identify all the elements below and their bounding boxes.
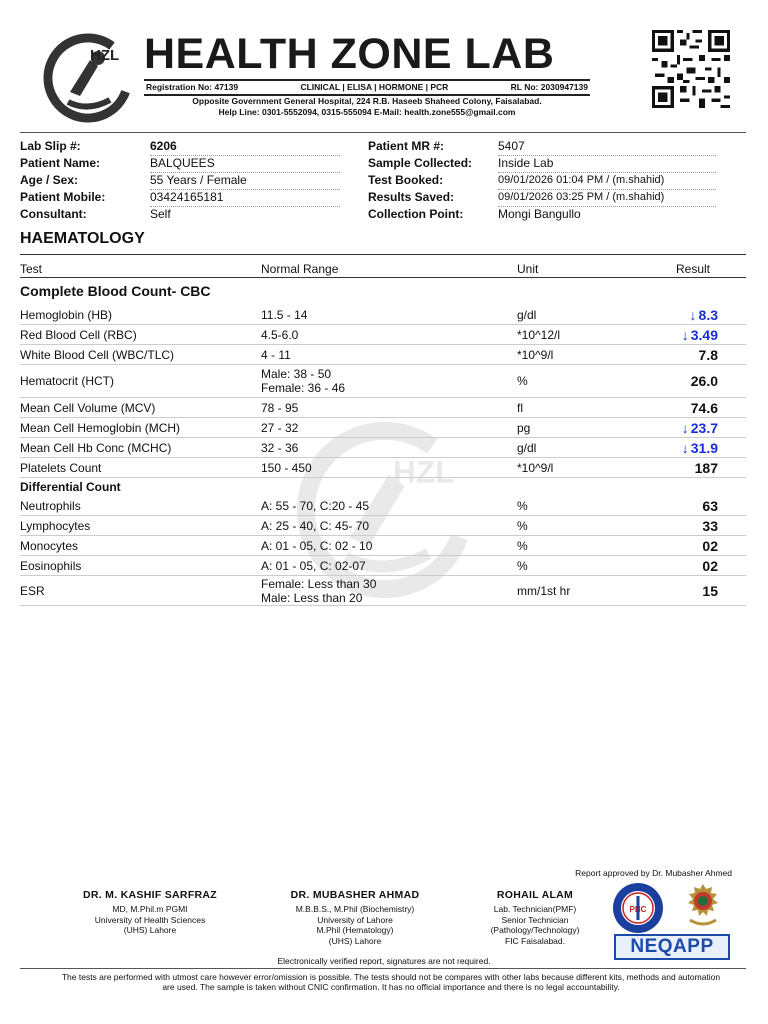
info-row	[20, 155, 340, 172]
seal-text: PHC	[629, 905, 647, 914]
range-line: 78 - 95	[261, 400, 299, 415]
table-row	[20, 438, 746, 458]
field-label: Test Booked:	[368, 173, 444, 187]
registration-bar	[144, 79, 590, 96]
emblem-icon	[678, 880, 728, 932]
result-value	[638, 374, 718, 388]
range-line: A: 01 - 05, C: 02-07	[261, 558, 366, 573]
info-row	[368, 138, 718, 155]
result-value	[638, 401, 718, 415]
contact-line: Help Line: 0301-5552094, 0315-555094 E-Mail: health.zone555@gmail.com	[218, 106, 516, 117]
normal-range	[261, 577, 376, 605]
patient-mobile-value: 03424165181	[150, 189, 340, 207]
test-name: Differential Count	[20, 480, 121, 494]
signatory-line: M.Phil (Hematology)	[316, 925, 394, 936]
unit: %	[517, 374, 528, 388]
section-title: HAEMATOLOGY	[20, 230, 145, 247]
range-line: 4.5-6.0	[261, 327, 299, 342]
field-label: Lab Slip #:	[20, 139, 81, 153]
test-name: Mean Cell Volume (MCV)	[20, 400, 156, 415]
test-name: Mean Cell Hemoglobin (MCH)	[20, 420, 181, 435]
field-label: Sample Collected:	[368, 156, 473, 170]
result-value	[638, 421, 718, 435]
test-group-title: Complete Blood Count- CBC	[20, 283, 211, 299]
footer-divider	[20, 968, 746, 969]
result-value	[638, 328, 718, 342]
test-name: Red Blood Cell (RBC)	[20, 327, 137, 342]
range-line: Female: 36 - 46	[261, 381, 346, 395]
range-line: 150 - 450	[261, 460, 312, 475]
result-value	[638, 499, 718, 513]
result-value	[638, 519, 718, 533]
range-line: A: 55 - 70, C:20 - 45	[261, 498, 370, 513]
result-number: 23.7	[690, 419, 718, 436]
range-line: Male: Less than 20	[261, 590, 363, 605]
unit: mm/1st hr	[517, 583, 571, 598]
column-header-result: Result	[676, 262, 711, 276]
range-line: A: 25 - 40, C: 45- 70	[261, 518, 370, 533]
signatory-line: Senior Technician	[501, 914, 569, 925]
result-number: 02	[702, 537, 718, 554]
info-row	[368, 155, 718, 172]
logo-text: HZL	[90, 47, 120, 64]
age-sex-value: 55 Years / Female	[150, 172, 340, 190]
qr-code-icon	[652, 30, 730, 108]
result-number: 74.6	[690, 399, 718, 416]
section-divider	[20, 254, 746, 255]
table-row	[20, 516, 746, 536]
signatory-3	[470, 890, 600, 947]
normal-range	[261, 308, 307, 322]
unit: g/dl	[517, 440, 537, 455]
normal-range	[261, 519, 369, 533]
lab-address	[144, 96, 590, 117]
patient-name-value: BALQUEES	[150, 155, 340, 173]
signatory-line: University of Lahore	[317, 914, 393, 925]
consultant-value: Self	[150, 207, 171, 221]
signatory-line: (UHS) Lahore	[328, 936, 382, 947]
table-row	[20, 556, 746, 576]
signatory-2	[275, 890, 435, 947]
result-number: 8.3	[698, 306, 718, 323]
range-line: 11.5 - 14	[261, 307, 308, 322]
normal-range	[261, 328, 298, 342]
disclaimer: The tests are performed with utmost care however error/omission is possible. The tests should not be compares with other labs because different kits, methods and automation are used. The sample is taken without CNIC confirmation. It has no official importance and there is no legal accountability.	[61, 972, 721, 992]
info-row	[20, 138, 340, 155]
result-value	[638, 539, 718, 553]
result-number: 63	[702, 497, 718, 514]
test-name: Mean Cell Hb Conc (MCHC)	[20, 440, 172, 455]
unit: %	[517, 498, 528, 513]
address-line: Opposite Government General Hospital, 224 R.B. Haseeb Shaheed Colony, Faisalabad.	[192, 96, 542, 106]
unit: *10^9/l	[517, 460, 554, 475]
unit: %	[517, 538, 528, 553]
lab-name: HEALTH ZONE LAB	[144, 30, 555, 78]
signatory-name: ROHAIL ALAM	[496, 889, 574, 901]
lab-logo	[40, 30, 136, 126]
result-number: 3.49	[690, 326, 718, 343]
table-row	[20, 576, 746, 606]
info-row	[20, 206, 340, 223]
unit: %	[517, 558, 528, 573]
unit: *10^12/l	[517, 327, 560, 342]
test-name: Monocytes	[20, 538, 79, 553]
mr-value: 5407	[498, 138, 716, 156]
unit: fl	[517, 400, 523, 415]
result-value	[638, 348, 718, 362]
field-label: Collection Point:	[368, 207, 464, 221]
table-header-divider	[20, 277, 746, 278]
field-label: Patient Mobile:	[20, 190, 106, 204]
signatory-line: M.B.B.S., M.Phil (Biochemistry)	[295, 903, 415, 914]
header-divider	[20, 132, 746, 133]
field-label: Patient Name:	[20, 156, 101, 170]
normal-range	[261, 348, 291, 362]
range-line: 32 - 36	[261, 440, 299, 455]
test-booked-value: 09/01/2026 01:04 PM / (m.shahid)	[498, 172, 716, 190]
result-value	[638, 308, 718, 322]
results-saved-value: 09/01/2026 03:25 PM / (m.shahid)	[498, 189, 716, 207]
result-number: 02	[702, 557, 718, 574]
normal-range	[261, 421, 298, 435]
table-row	[20, 305, 746, 325]
field-label: Results Saved:	[368, 190, 455, 204]
table-row	[20, 496, 746, 516]
table-row	[20, 398, 746, 418]
approved-by: Report approved by Dr. Mubasher Ahmed	[575, 868, 732, 878]
normal-range	[261, 499, 369, 513]
unit: %	[517, 518, 528, 533]
result-value	[638, 559, 718, 573]
table-row	[20, 325, 746, 345]
rl-no: RL No: 2030947139	[510, 82, 588, 92]
table-row	[20, 458, 746, 478]
result-value	[638, 441, 718, 455]
test-name: Platelets Count	[20, 460, 102, 475]
test-name: ESR	[20, 583, 45, 598]
table-row	[20, 418, 746, 438]
lab-slip-value: 6206	[150, 138, 340, 156]
result-number: 187	[694, 459, 718, 476]
column-header-unit: Unit	[517, 262, 539, 276]
normal-range	[261, 401, 298, 415]
info-row	[368, 172, 718, 189]
column-header-test: Test	[20, 262, 43, 276]
result-number: 15	[702, 582, 718, 599]
low-flag-arrow-icon: ↓	[681, 419, 689, 436]
result-number: 33	[702, 517, 718, 534]
info-row	[368, 189, 718, 206]
normal-range	[261, 367, 345, 395]
test-name: White Blood Cell (WBC/TLC)	[20, 347, 175, 362]
signatory-line: (UHS) Lahore	[123, 925, 177, 936]
table-row	[20, 345, 746, 365]
result-number: 31.9	[690, 439, 718, 456]
signatory-line: Lab. Technician(PMF)	[493, 903, 577, 914]
test-name: Eosinophils	[20, 558, 82, 573]
result-value	[638, 461, 718, 475]
test-name: Hematocrit (HCT)	[20, 374, 115, 388]
info-row	[20, 172, 340, 189]
info-row	[20, 189, 340, 206]
neqapp-logo: NEQAPP	[614, 934, 730, 960]
test-name: Neutrophils	[20, 498, 81, 513]
result-value	[638, 584, 718, 598]
unit: g/dl	[517, 307, 537, 322]
normal-range	[261, 559, 366, 573]
range-line: Female: Less than 30	[261, 576, 377, 591]
collection-point-value: Mongi Bangullo	[498, 207, 581, 221]
column-header-range: Normal Range	[261, 262, 339, 276]
signatory-line: FIC Faisalabad.	[505, 936, 565, 947]
range-line: 4 - 11	[261, 347, 291, 362]
range-line: Male: 38 - 50	[261, 367, 332, 381]
unit: *10^9/l	[517, 347, 554, 362]
signatory-name: DR. M. KASHIF SARFRAZ	[82, 889, 218, 901]
field-label: Patient MR #:	[368, 139, 445, 153]
watermark-text: HZL	[392, 453, 455, 490]
low-flag-arrow-icon: ↓	[681, 439, 689, 456]
signatory-line: University of Health Sciences	[94, 914, 206, 925]
services: CLINICAL | ELISA | HORMONE | PCR	[300, 82, 449, 92]
test-name: Lymphocytes	[20, 518, 91, 533]
table-row	[20, 365, 746, 398]
test-name: Hemoglobin (HB)	[20, 307, 113, 322]
signatory-line: MD, M.Phil.m PGMI	[112, 903, 188, 914]
field-label: Age / Sex:	[20, 173, 79, 187]
info-row	[368, 206, 718, 223]
range-line: A: 01 - 05, C: 02 - 10	[261, 538, 373, 553]
table-subheading	[20, 478, 746, 496]
sample-collected-value: Inside Lab	[498, 155, 716, 173]
low-flag-arrow-icon: ↓	[681, 326, 689, 343]
unit: pg	[517, 420, 531, 435]
field-label: Consultant:	[20, 207, 87, 221]
signatory-line: (Pathology/Technology)	[490, 925, 580, 936]
normal-range	[261, 441, 298, 455]
verified-note: Electronically verified report, signatures are not required.	[277, 956, 491, 966]
phc-seal-icon	[612, 882, 664, 934]
signatory-name: DR. MUBASHER AHMAD	[290, 889, 420, 901]
result-number: 7.8	[698, 346, 718, 363]
table-row	[20, 536, 746, 556]
registration-no: Registration No: 47139	[146, 82, 239, 92]
signatory-1	[70, 890, 230, 936]
normal-range	[261, 539, 372, 553]
range-line: 27 - 32	[261, 420, 299, 435]
result-number: 26.0	[690, 373, 718, 389]
low-flag-arrow-icon: ↓	[689, 306, 697, 323]
normal-range	[261, 461, 312, 475]
